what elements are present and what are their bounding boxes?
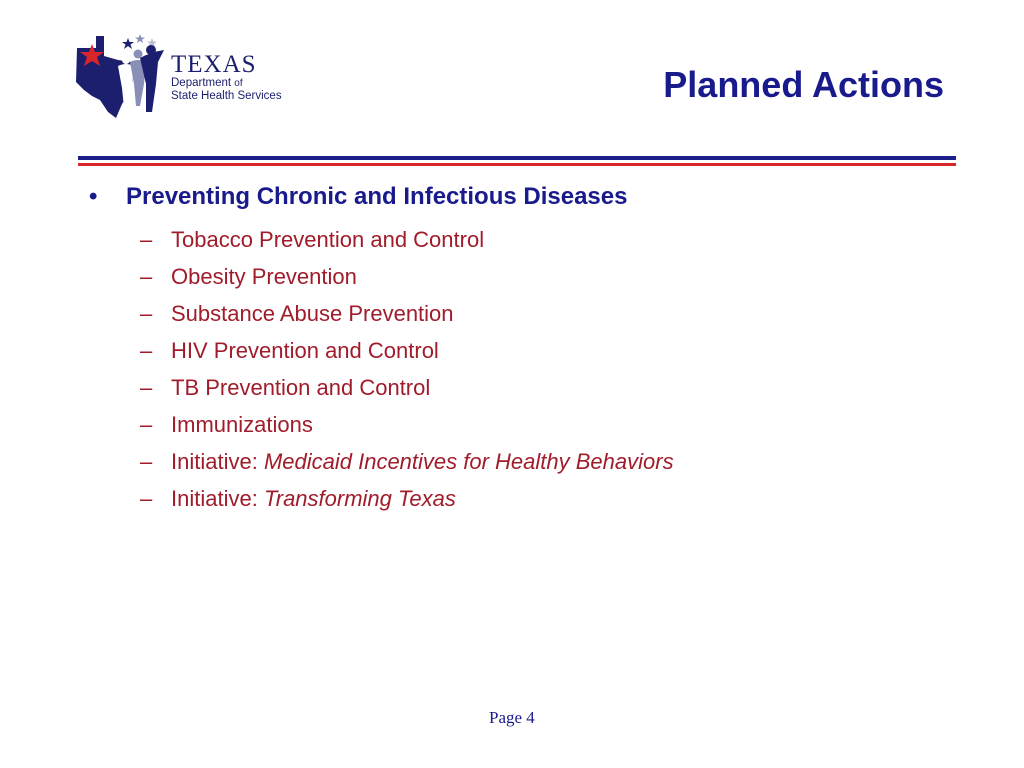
list-item-italic-text: Transforming Texas <box>263 486 456 511</box>
list-item <box>140 375 674 412</box>
sub-bullet-list <box>140 227 674 523</box>
texas-dshs-logo <box>74 32 304 122</box>
list-item <box>140 449 674 486</box>
list-item-text: Initiative: <box>171 486 264 511</box>
page-number: Page 4 <box>489 708 535 727</box>
list-item-text: TB Prevention and Control <box>171 375 431 400</box>
bullet-marker: • <box>89 183 98 210</box>
list-item <box>140 338 674 375</box>
logo-department-line <box>171 77 282 90</box>
texas-map-figures-icon <box>74 32 174 122</box>
dash-marker: – <box>140 264 153 289</box>
list-item-text: Initiative: <box>171 449 264 474</box>
list-item-text: Obesity Prevention <box>171 264 357 289</box>
dash-marker: – <box>140 412 153 437</box>
slide-title: Planned Actions <box>663 64 944 105</box>
main-bullet <box>89 183 627 211</box>
dash-marker: – <box>140 338 153 363</box>
dash-marker: – <box>140 486 153 511</box>
dash-marker: – <box>140 227 153 252</box>
list-item-text: HIV Prevention and Control <box>171 338 439 363</box>
list-item-text: Immunizations <box>171 412 313 437</box>
list-item-text: Substance Abuse Prevention <box>171 301 454 326</box>
logo-of-text: of <box>234 78 243 89</box>
logo-wordmark <box>171 52 282 103</box>
list-item <box>140 227 674 264</box>
dash-marker: – <box>140 375 153 400</box>
logo-texas-text: TEXAS <box>171 51 257 78</box>
divider-red <box>78 163 956 166</box>
dash-marker: – <box>140 301 153 326</box>
list-item <box>140 264 674 301</box>
list-item <box>140 301 674 338</box>
dash-marker: – <box>140 449 153 474</box>
list-item-italic-text: Medicaid Incentives for Healthy Behaviors <box>263 449 674 474</box>
divider-blue <box>78 156 956 160</box>
logo-state-health-services-text: State Health Services <box>171 90 282 102</box>
list-item <box>140 412 674 449</box>
list-item-text: Tobacco Prevention and Control <box>171 227 485 252</box>
logo-department-text: Department <box>171 77 232 89</box>
list-item <box>140 486 674 523</box>
main-bullet-text: Preventing Chronic and Infectious Diseases <box>126 183 628 210</box>
